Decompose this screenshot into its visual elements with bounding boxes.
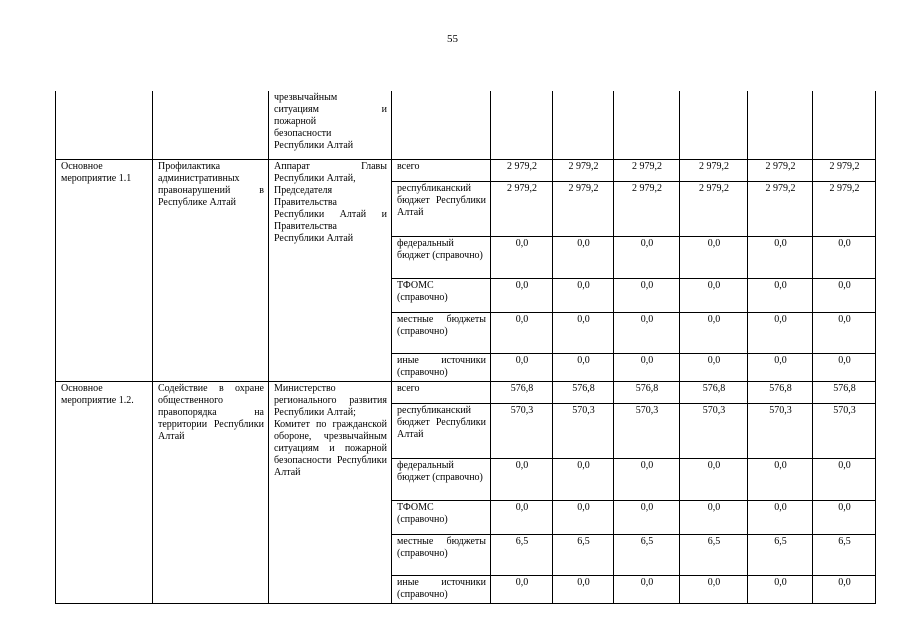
funding-value: 576,8 [680,381,748,403]
funding-value: 6,5 [553,534,614,575]
funding-value: 2 979,2 [553,181,614,236]
executor-line: пожарной [274,116,317,127]
funding-value: 0,0 [748,236,813,278]
funding-value: 0,0 [813,458,876,500]
funding-value: 2 979,2 [491,159,553,181]
funding-source: ТФОМС (справочно) [392,278,491,312]
funding-value: 570,3 [491,403,553,458]
funding-value: 0,0 [553,500,614,534]
continuation-cell [813,91,876,159]
budget-table [55,91,876,604]
funding-value: 570,3 [553,403,614,458]
continuation-cell [56,91,153,159]
funding-value: 0,0 [614,236,680,278]
funding-value: 0,0 [553,236,614,278]
funding-value: 2 979,2 [553,159,614,181]
funding-value: 0,0 [748,278,813,312]
funding-source: федеральный бюджет (справочно) [392,458,491,500]
funding-source: местные бюджеты (справочно) [392,312,491,353]
funding-value: 0,0 [748,458,813,500]
funding-value: 0,0 [680,353,748,381]
funding-value: 0,0 [553,575,614,603]
funding-value: 576,8 [748,381,813,403]
funding-value: 0,0 [491,575,553,603]
funding-source: местные бюджеты (справочно) [392,534,491,575]
funding-value: 0,0 [553,353,614,381]
continuation-cell [553,91,614,159]
funding-value: 6,5 [680,534,748,575]
funding-value: 6,5 [748,534,813,575]
funding-value: 0,0 [614,575,680,603]
funding-value: 2 979,2 [813,181,876,236]
continuation-cell [491,91,553,159]
funding-value: 0,0 [491,236,553,278]
funding-value: 6,5 [614,534,680,575]
funding-value: 0,0 [748,500,813,534]
funding-value: 0,0 [680,236,748,278]
funding-value: 0,0 [680,312,748,353]
continuation-cell [748,91,813,159]
funding-source: иные источники (справочно) [392,575,491,603]
funding-value: 0,0 [491,500,553,534]
continuation-cell [392,91,491,159]
measure-name: Основное мероприятие 1.1 [56,159,153,381]
funding-value: 0,0 [680,500,748,534]
funding-value: 2 979,2 [680,159,748,181]
funding-value: 0,0 [491,278,553,312]
continuation-cell [680,91,748,159]
funding-source: федеральный бюджет (справочно) [392,236,491,278]
funding-source: республиканский бюджет Республики Алтай [392,403,491,458]
funding-value: 0,0 [748,353,813,381]
funding-value: 0,0 [748,312,813,353]
funding-value: 570,3 [614,403,680,458]
table-row [56,381,876,403]
funding-value: 2 979,2 [680,181,748,236]
continuation-row [56,91,876,159]
funding-value: 576,8 [813,381,876,403]
measure-executor [269,381,392,603]
executor-line: Председателя Правительства Республики Алтай и Правительства Республики Алтай [274,184,387,244]
table-row [56,159,876,181]
continuation-cell [614,91,680,159]
funding-value: 0,0 [813,353,876,381]
executor-line: Комитет по гражданской обороне, чрезвычайным ситуациям и пожарной безопасности Республики Алтай [274,418,387,478]
funding-value: 0,0 [614,312,680,353]
funding-value: 0,0 [813,278,876,312]
executor-line: Республики Алтай [274,140,354,151]
executor-line: безопасности [274,128,332,139]
funding-value: 0,0 [614,458,680,500]
executor-line: Аппарат Главы Республики Алтай, [274,160,387,184]
funding-value: 6,5 [491,534,553,575]
funding-source: республиканский бюджет Республики Алтай [392,181,491,236]
funding-value: 0,0 [614,353,680,381]
funding-value: 0,0 [491,353,553,381]
funding-value: 570,3 [680,403,748,458]
measure-title: Профилактика административных правонарушений в Республике Алтай [153,159,269,381]
funding-value: 0,0 [680,278,748,312]
executor-line: чрезвычайным [274,92,338,103]
funding-value: 2 979,2 [491,181,553,236]
funding-value: 0,0 [813,312,876,353]
funding-value: 0,0 [813,575,876,603]
funding-value: 2 979,2 [614,181,680,236]
funding-value: 0,0 [614,278,680,312]
funding-value: 2 979,2 [614,159,680,181]
funding-value: 0,0 [614,500,680,534]
funding-source: ТФОМС (справочно) [392,500,491,534]
measure-name: Основное мероприятие 1.2. [56,381,153,603]
funding-value: 0,0 [553,312,614,353]
funding-value: 576,8 [491,381,553,403]
executor-line: ситуациям и [274,104,387,115]
funding-value: 0,0 [553,458,614,500]
funding-value: 0,0 [553,278,614,312]
funding-value: 2 979,2 [813,159,876,181]
funding-value: 0,0 [748,575,813,603]
measure-title: Содействие в охране общественного правопорядка на территории Республики Алтай [153,381,269,603]
measure-executor [269,159,392,381]
funding-value: 570,3 [813,403,876,458]
funding-value: 576,8 [553,381,614,403]
funding-value: 576,8 [614,381,680,403]
continuation-cell [153,91,269,159]
table-body [56,91,876,603]
page-number: 55 [447,33,458,45]
funding-source: всего [392,381,491,403]
funding-value: 0,0 [680,458,748,500]
funding-value: 0,0 [813,236,876,278]
funding-value: 6,5 [813,534,876,575]
funding-value: 570,3 [748,403,813,458]
executor-line: Министерство регионального развития Республики Алтай; [274,382,387,418]
funding-source: всего [392,159,491,181]
funding-value: 0,0 [813,500,876,534]
funding-value: 0,0 [680,575,748,603]
funding-value: 2 979,2 [748,159,813,181]
funding-source: иные источники (справочно) [392,353,491,381]
continuation-executor [269,91,392,159]
funding-value: 0,0 [491,312,553,353]
funding-value: 2 979,2 [748,181,813,236]
funding-value: 0,0 [491,458,553,500]
